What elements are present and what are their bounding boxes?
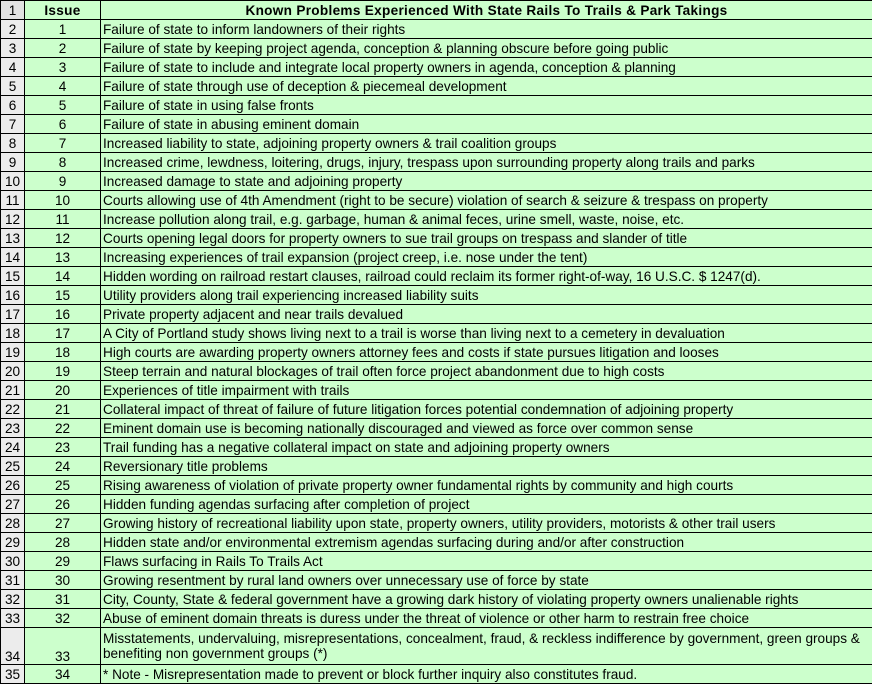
issue-number-cell[interactable]: 20 (25, 381, 101, 400)
row-header[interactable]: 24 (1, 438, 25, 457)
problem-text-cell[interactable]: Failure of state to inform landowners of their rights (101, 20, 872, 39)
issue-number-cell[interactable]: 15 (25, 286, 101, 305)
table-row (1, 476, 872, 495)
issue-number-cell[interactable]: 29 (25, 552, 101, 571)
issue-number-cell[interactable]: 13 (25, 248, 101, 267)
table-row (1, 210, 872, 229)
issue-number-cell[interactable]: 24 (25, 457, 101, 476)
issue-number-cell[interactable]: 1 (25, 20, 101, 39)
table-row (1, 419, 872, 438)
row-header[interactable]: 35 (1, 665, 25, 684)
table-row (1, 438, 872, 457)
problem-text-cell[interactable]: Growing history of recreational liability upon state, property owners, utility providers, motorists & other trail users (101, 514, 872, 533)
table-row (1, 96, 872, 115)
issue-number-cell[interactable]: 27 (25, 514, 101, 533)
table-row (1, 39, 872, 58)
table-row (1, 628, 872, 665)
table-row (1, 77, 872, 96)
row-header[interactable]: 19 (1, 343, 25, 362)
table-row (1, 286, 872, 305)
row-header[interactable]: 12 (1, 210, 25, 229)
row-header[interactable]: 28 (1, 514, 25, 533)
row-header[interactable]: 4 (1, 58, 25, 77)
issue-number-cell[interactable]: 10 (25, 191, 101, 210)
problem-text-cell[interactable]: Hidden wording on railroad restart clauses, railroad could reclaim its former right-of-way, 16 U.S.C. $ 1247(d). (101, 267, 872, 286)
table-row (1, 172, 872, 191)
problem-text-cell[interactable]: Increased crime, lewdness, loitering, drugs, injury, trespass upon surrounding property along trails and parks (101, 153, 872, 172)
row-header[interactable]: 16 (1, 286, 25, 305)
problem-text-cell[interactable]: Hidden state and/or environmental extremism agendas surfacing during and/or after construction (101, 533, 872, 552)
table-row (1, 400, 872, 419)
issue-number-cell[interactable]: 11 (25, 210, 101, 229)
issue-number-cell[interactable]: 14 (25, 267, 101, 286)
issue-number-cell[interactable]: 23 (25, 438, 101, 457)
issue-number-cell[interactable]: 6 (25, 115, 101, 134)
issue-number-cell[interactable]: 19 (25, 362, 101, 381)
issue-number-cell[interactable]: 4 (25, 77, 101, 96)
row-header[interactable]: 31 (1, 571, 25, 590)
table-row (1, 267, 872, 286)
row-header[interactable]: 3 (1, 39, 25, 58)
table-row (1, 381, 872, 400)
issue-number-cell[interactable]: 9 (25, 172, 101, 191)
problem-text-cell[interactable]: Hidden funding agendas surfacing after completion of project (101, 495, 872, 514)
table-row (1, 457, 872, 476)
issue-number-cell[interactable]: 21 (25, 400, 101, 419)
sheet-title-cell[interactable]: Known Problems Experienced With State Rails To Trails & Park Takings (101, 1, 872, 20)
row-header[interactable]: 10 (1, 172, 25, 191)
table-row (1, 533, 872, 552)
problem-text-cell[interactable]: A City of Portland study shows living next to a trail is worse than living next to a cemetery in devaluation (101, 324, 872, 343)
problem-text-cell[interactable]: Abuse of eminent domain threats is duress under the threat of violence or other harm to restrain free choice (101, 609, 872, 628)
table-row (1, 134, 872, 153)
table-row (1, 495, 872, 514)
issue-number-cell[interactable]: 12 (25, 229, 101, 248)
problem-text-cell[interactable]: Flaws surfacing in Rails To Trails Act (101, 552, 872, 571)
issue-number-cell[interactable]: 22 (25, 419, 101, 438)
table-row (1, 58, 872, 77)
issue-number-cell[interactable]: 16 (25, 305, 101, 324)
problem-text-cell[interactable]: Reversionary title problems (101, 457, 872, 476)
header-row (1, 1, 872, 20)
table-row (1, 665, 872, 684)
problem-text-cell[interactable]: Increase pollution along trail, e.g. garbage, human & animal feces, urine smell, waste, noise, etc. (101, 210, 872, 229)
issue-column-header[interactable]: Issue (25, 1, 101, 20)
problem-text-cell[interactable]: Collateral impact of threat of failure of future litigation forces potential condemnation of adjoining property (101, 400, 872, 419)
problem-text-cell[interactable]: Growing resentment by rural land owners over unnecessary use of force by state (101, 571, 872, 590)
problem-text-cell[interactable]: High courts are awarding property owners attorney fees and costs if state pursues litigation and looses (101, 343, 872, 362)
problem-text-cell[interactable]: City, County, State & federal government have a growing dark history of violating property owners unalienable rights (101, 590, 872, 609)
table-row (1, 514, 872, 533)
issue-number-cell[interactable]: 3 (25, 58, 101, 77)
issue-number-cell[interactable]: 7 (25, 134, 101, 153)
row-header[interactable]: 1 (1, 1, 25, 20)
table-row (1, 343, 872, 362)
issue-number-cell[interactable]: 8 (25, 153, 101, 172)
row-header[interactable]: 22 (1, 400, 25, 419)
problem-text-cell[interactable]: Utility providers along trail experiencing increased liability suits (101, 286, 872, 305)
table-row (1, 590, 872, 609)
row-header[interactable]: 30 (1, 552, 25, 571)
row-header[interactable]: 17 (1, 305, 25, 324)
problem-text-cell[interactable]: Failure of state to include and integrate local property owners in agenda, conception & planning (101, 58, 872, 77)
issue-number-cell[interactable]: 28 (25, 533, 101, 552)
row-header[interactable]: 32 (1, 590, 25, 609)
table-row (1, 324, 872, 343)
problem-text-cell[interactable]: Increased damage to state and adjoining property (101, 172, 872, 191)
row-header[interactable]: 27 (1, 495, 25, 514)
problem-text-cell[interactable]: Trail funding has a negative collateral impact on state and adjoining property owners (101, 438, 872, 457)
problem-text-cell[interactable]: Courts allowing use of 4th Amendment (right to be secure) violation of search & seizure & trespass on property (101, 191, 872, 210)
problem-text-cell[interactable]: Rising awareness of violation of private property owner fundamental rights by community and high courts (101, 476, 872, 495)
table-row (1, 20, 872, 39)
problem-text-cell[interactable]: Experiences of title impairment with trails (101, 381, 872, 400)
problem-text-cell[interactable]: Increased liability to state, adjoining property owners & trail coalition groups (101, 134, 872, 153)
issue-number-cell[interactable]: 26 (25, 495, 101, 514)
table-row (1, 115, 872, 134)
problem-text-cell[interactable]: Failure of state through use of deception & piecemeal development (101, 77, 872, 96)
issue-number-cell[interactable]: 2 (25, 39, 101, 58)
problem-text-cell[interactable]: Courts opening legal doors for property owners to sue trail groups on trespass and slander of title (101, 229, 872, 248)
issue-number-cell[interactable]: 25 (25, 476, 101, 495)
row-header[interactable]: 23 (1, 419, 25, 438)
table-row (1, 362, 872, 381)
row-header[interactable]: 15 (1, 267, 25, 286)
row-header[interactable]: 29 (1, 533, 25, 552)
row-header[interactable]: 14 (1, 248, 25, 267)
row-header[interactable]: 9 (1, 153, 25, 172)
row-header[interactable]: 6 (1, 96, 25, 115)
row-header[interactable]: 34 (1, 628, 25, 665)
issue-number-cell[interactable]: 17 (25, 324, 101, 343)
problem-text-cell[interactable]: Eminent domain use is becoming nationally discouraged and viewed as force over common sense (101, 419, 872, 438)
row-header[interactable]: 7 (1, 115, 25, 134)
row-header[interactable]: 26 (1, 476, 25, 495)
issue-number-cell[interactable]: 30 (25, 571, 101, 590)
table-row (1, 191, 872, 210)
row-header[interactable]: 2 (1, 20, 25, 39)
row-header[interactable]: 11 (1, 191, 25, 210)
issue-number-cell[interactable]: 33 (25, 628, 101, 665)
row-header[interactable]: 20 (1, 362, 25, 381)
problem-text-cell[interactable]: Failure of state in using false fronts (101, 96, 872, 115)
problem-text-cell[interactable]: Misstatements, undervaluing, misrepresentations, concealment, fraud, & reckless indifference by government, green groups & benefiting non government groups (*) (101, 628, 872, 665)
grid-body (1, 1, 872, 684)
row-header[interactable]: 13 (1, 229, 25, 248)
table-row (1, 609, 872, 628)
problem-text-cell[interactable]: Private property adjacent and near trails devalued (101, 305, 872, 324)
table-row (1, 153, 872, 172)
problem-text-cell[interactable]: Failure of state by keeping project agenda, conception & planning obscure before going public (101, 39, 872, 58)
row-header[interactable]: 21 (1, 381, 25, 400)
issue-number-cell[interactable]: 18 (25, 343, 101, 362)
row-header[interactable]: 5 (1, 77, 25, 96)
issue-number-cell[interactable]: 31 (25, 590, 101, 609)
problem-text-cell[interactable]: Failure of state in abusing eminent domain (101, 115, 872, 134)
issue-number-cell[interactable]: 32 (25, 609, 101, 628)
problem-text-cell[interactable]: Steep terrain and natural blockages of trail often force project abandonment due to high costs (101, 362, 872, 381)
row-header[interactable]: 25 (1, 457, 25, 476)
table-row (1, 229, 872, 248)
problem-text-cell[interactable]: Increasing experiences of trail expansion (project creep, i.e. nose under the tent) (101, 248, 872, 267)
row-header[interactable]: 18 (1, 324, 25, 343)
table-row (1, 248, 872, 267)
issue-number-cell[interactable]: 5 (25, 96, 101, 115)
table-row (1, 305, 872, 324)
row-header[interactable]: 33 (1, 609, 25, 628)
table-row (1, 571, 872, 590)
problem-text-cell[interactable]: * Note - Misrepresentation made to prevent or block further inquiry also constitutes fraud. (101, 665, 872, 684)
table-row (1, 552, 872, 571)
row-header[interactable]: 8 (1, 134, 25, 153)
issue-number-cell[interactable]: 34 (25, 665, 101, 684)
